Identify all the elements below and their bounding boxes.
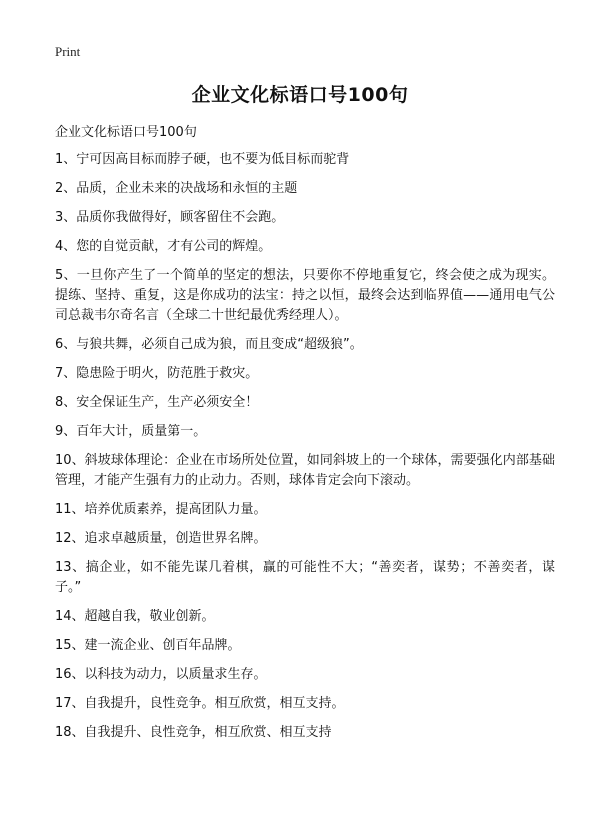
list-item: 3、品质你我做得好，顾客留住不会跑。: [55, 210, 285, 225]
list-item: 17、自我提升，良性竞争。相互欣赏，相互支持。: [55, 696, 345, 711]
list-item: 12、追求卓越质量，创造世界名牌。: [55, 531, 267, 546]
list-item: 6、与狼共舞，必须自己成为狼，而且变成“超级狼”。: [55, 337, 363, 352]
list-item: 9、百年大计，质量第一。: [55, 424, 207, 439]
list-item: 14、超越自我，敬业创新。: [55, 609, 215, 624]
list-item: 4、您的自觉贡献，才有公司的辉煌。: [55, 239, 272, 254]
list-item: 16、以科技为动力，以质量求生存。: [55, 667, 267, 682]
list-item: 13、搞企业，如不能先谋几着棋，赢的可能性不大；“善奕者，谋势；不善奕者，谋子。”: [55, 560, 555, 595]
list-item: 11、培养优质素养，提高团队力量。: [55, 502, 267, 517]
slogan-list: [55, 150, 555, 752]
list-item: 7、隐患险于明火，防范胜于救灾。: [55, 366, 259, 381]
list-item: 2、品质，企业未来的决战场和永恒的主题: [55, 181, 298, 196]
list-item: 1、宁可因高目标而脖子硬，也不要为低目标而驼背: [55, 152, 350, 167]
document-subtitle: 企业文化标语口号100句: [55, 125, 197, 140]
list-item: 8、安全保证生产，生产必须安全！: [55, 395, 259, 410]
list-item: 18、自我提升、良性竞争，相互欣赏、相互支持: [55, 725, 332, 740]
list-item: 5、一旦你产生了一个简单的坚定的想法，只要你不停地重复它，终会使之成为现实。提练、坚持、重复，这是你成功的法宝：持之以恒，最终会达到临界值——通用电气公司总裁韦尔奇名言（全球二十世纪最优秀经理人）。: [55, 268, 555, 323]
print-label: Print: [55, 44, 81, 59]
document-title: 企业文化标语口号100句: [191, 84, 409, 106]
list-item: 15、建一流企业、创百年品牌。: [55, 638, 241, 653]
list-item: 10、斜坡球体理论：企业在市场所处位置，如同斜坡上的一个球体，需要强化内部基础管理，才能产生强有力的止动力。否则，球体肯定会向下滚动。: [55, 453, 555, 488]
